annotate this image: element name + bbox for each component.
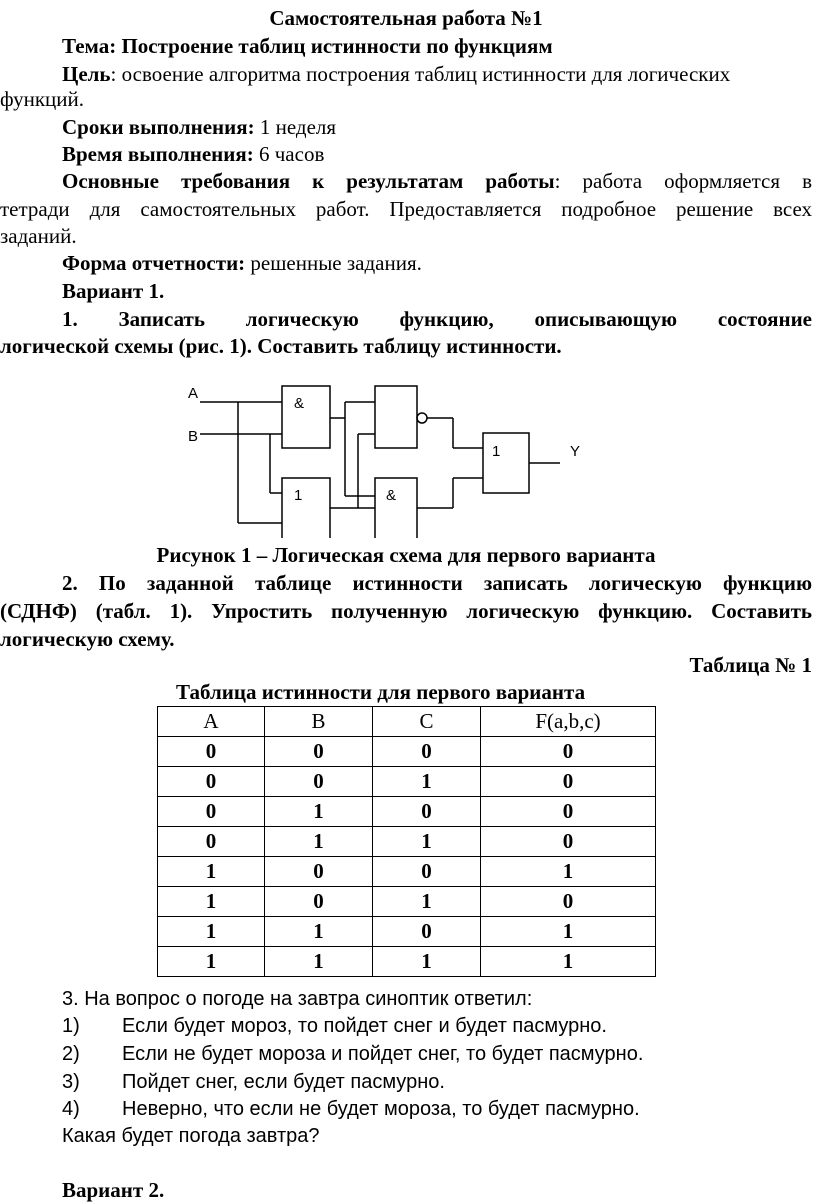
task-1-line-2: логической схемы (рис. 1). Составить таблицу истинности.: [0, 334, 562, 358]
requirements-line-1: [62, 167, 812, 195]
table-cell: 0: [158, 767, 265, 797]
table-row: [158, 947, 656, 977]
item-text: Если не будет мороза и пойдет снег, то будет пасмурно.: [122, 1043, 644, 1065]
topic-line: [62, 32, 812, 60]
table-row: [158, 887, 656, 917]
table-row: [158, 917, 656, 947]
table-cell: 1: [373, 767, 481, 797]
table-row: [158, 827, 656, 857]
or-gate-1: [282, 478, 330, 538]
table-cell: 1: [481, 857, 656, 887]
table-cell: 0: [373, 797, 481, 827]
table-cell: 0: [481, 827, 656, 857]
topic-text: Построение таблиц истинности по функциям: [121, 34, 553, 58]
task-3-question: Какая будет погода завтра?: [62, 1125, 320, 1147]
table-number: Таблица № 1: [689, 653, 812, 677]
table-row: [158, 857, 656, 887]
table-cell: 1: [265, 917, 373, 947]
table-cell: 1: [481, 917, 656, 947]
item-number: 2): [62, 1043, 80, 1065]
item-text: Неверно, что если не будет мороза, то будет пасмурно.: [122, 1098, 640, 1120]
figure-caption: Рисунок 1 – Логическая схема для первого варианта: [156, 543, 656, 567]
table-row: [158, 737, 656, 767]
table-cell: 1: [373, 947, 481, 977]
document-title: Самостоятельная работа №1: [269, 6, 543, 30]
table-cell: 0: [373, 737, 481, 767]
header-cell: B: [265, 707, 373, 737]
table-row: [158, 767, 656, 797]
table-row: [158, 797, 656, 827]
table-cell: 1: [158, 887, 265, 917]
header-cell: A: [158, 707, 265, 737]
report-form-label: Форма отчетности:: [62, 251, 246, 275]
table-cell: 1: [265, 797, 373, 827]
requirements-line-2: тетради для самостоятельных работ. Предоставляется подробное решение всех: [0, 197, 812, 221]
header-cell: F(a,b,c): [481, 707, 656, 737]
deadline-value: 1 неделя: [259, 115, 337, 139]
table-cell: 0: [481, 737, 656, 767]
truth-table: [157, 706, 656, 977]
table-cell: 0: [373, 917, 481, 947]
task-1-line-1: 1. Записать логическую функцию, описывающую состояние: [62, 307, 812, 331]
report-form-value: решенные задания.: [250, 251, 422, 275]
goal-text-1: : освоение алгоритма построения таблиц истинности для логических: [110, 62, 731, 86]
inversion-circle: [417, 413, 427, 423]
or-gate-output-label: 1: [492, 443, 501, 460]
requirements-text-1: : работа оформляется в: [554, 169, 813, 193]
duration-value: 6 часов: [259, 142, 325, 166]
variant-1-heading: Вариант 1.: [62, 279, 165, 303]
header-cell: C: [373, 707, 481, 737]
table-cell: 1: [265, 947, 373, 977]
and-gate-1: [282, 386, 330, 448]
item-number: 1): [62, 1015, 80, 1037]
or-gate-output: [483, 433, 529, 493]
and-gate-1-label: &: [294, 395, 305, 412]
logic-circuit-diagram: [170, 378, 590, 538]
table-cell: 0: [265, 857, 373, 887]
table-title: Таблица истинности для первого варианта: [176, 680, 586, 704]
task-2-line-1: 2. По заданной таблице истинности записать логическую функцию: [62, 571, 812, 595]
deadline-line: [62, 113, 812, 141]
table-cell: 0: [158, 737, 265, 767]
topic-label: Тема:: [62, 34, 117, 58]
table-cell: 1: [373, 827, 481, 857]
input-a-label: A: [188, 385, 199, 402]
table-cell: 0: [158, 797, 265, 827]
goal-line-2: функций.: [0, 87, 84, 111]
duration-label: Время выполнения:: [62, 142, 254, 166]
input-b-label: B: [188, 428, 199, 445]
variant-2-heading: Вариант 2.: [62, 1178, 165, 1202]
item-number: 4): [62, 1098, 80, 1120]
table-cell: 0: [265, 887, 373, 917]
table-cell: 0: [265, 737, 373, 767]
table-cell: 1: [265, 827, 373, 857]
table-cell: 1: [481, 947, 656, 977]
report-form-line: [62, 249, 812, 277]
table-cell: 0: [158, 827, 265, 857]
table-cell: 0: [481, 887, 656, 917]
output-y-label: Y: [570, 443, 581, 460]
table-cell: 1: [373, 887, 481, 917]
requirements-line-3: заданий.: [0, 224, 77, 248]
item-number: 3): [62, 1071, 80, 1093]
table-cell: 0: [373, 857, 481, 887]
task-2-line-2: (СДНФ) (табл. 1). Упростить полученную логическую функцию. Составить: [0, 599, 812, 623]
table-cell: 1: [158, 947, 265, 977]
table-cell: 0: [481, 767, 656, 797]
nand-gate: [375, 386, 417, 448]
or-gate-1-label: 1: [294, 487, 303, 504]
table-header-row: [158, 707, 656, 737]
deadline-label: Сроки выполнения:: [62, 115, 255, 139]
task-2-line-3: логическую схему.: [0, 627, 175, 651]
table-cell: 1: [158, 917, 265, 947]
table-cell: 0: [265, 767, 373, 797]
table-cell: 1: [158, 857, 265, 887]
duration-line: [62, 140, 812, 168]
requirements-label: Основные требования к результатам работы: [62, 169, 555, 193]
goal-line-1: [62, 60, 812, 88]
and-gate-2-label: &: [386, 487, 397, 504]
task-3-intro: 3. На вопрос о погоде на завтра синоптик ответил:: [62, 988, 533, 1010]
item-text: Если будет мороз, то пойдет снег и будет пасмурно.: [122, 1015, 607, 1037]
table-cell: 0: [481, 797, 656, 827]
item-text: Пойдет снег, если будет пасмурно.: [122, 1071, 445, 1093]
goal-label: Цель: [62, 62, 111, 86]
